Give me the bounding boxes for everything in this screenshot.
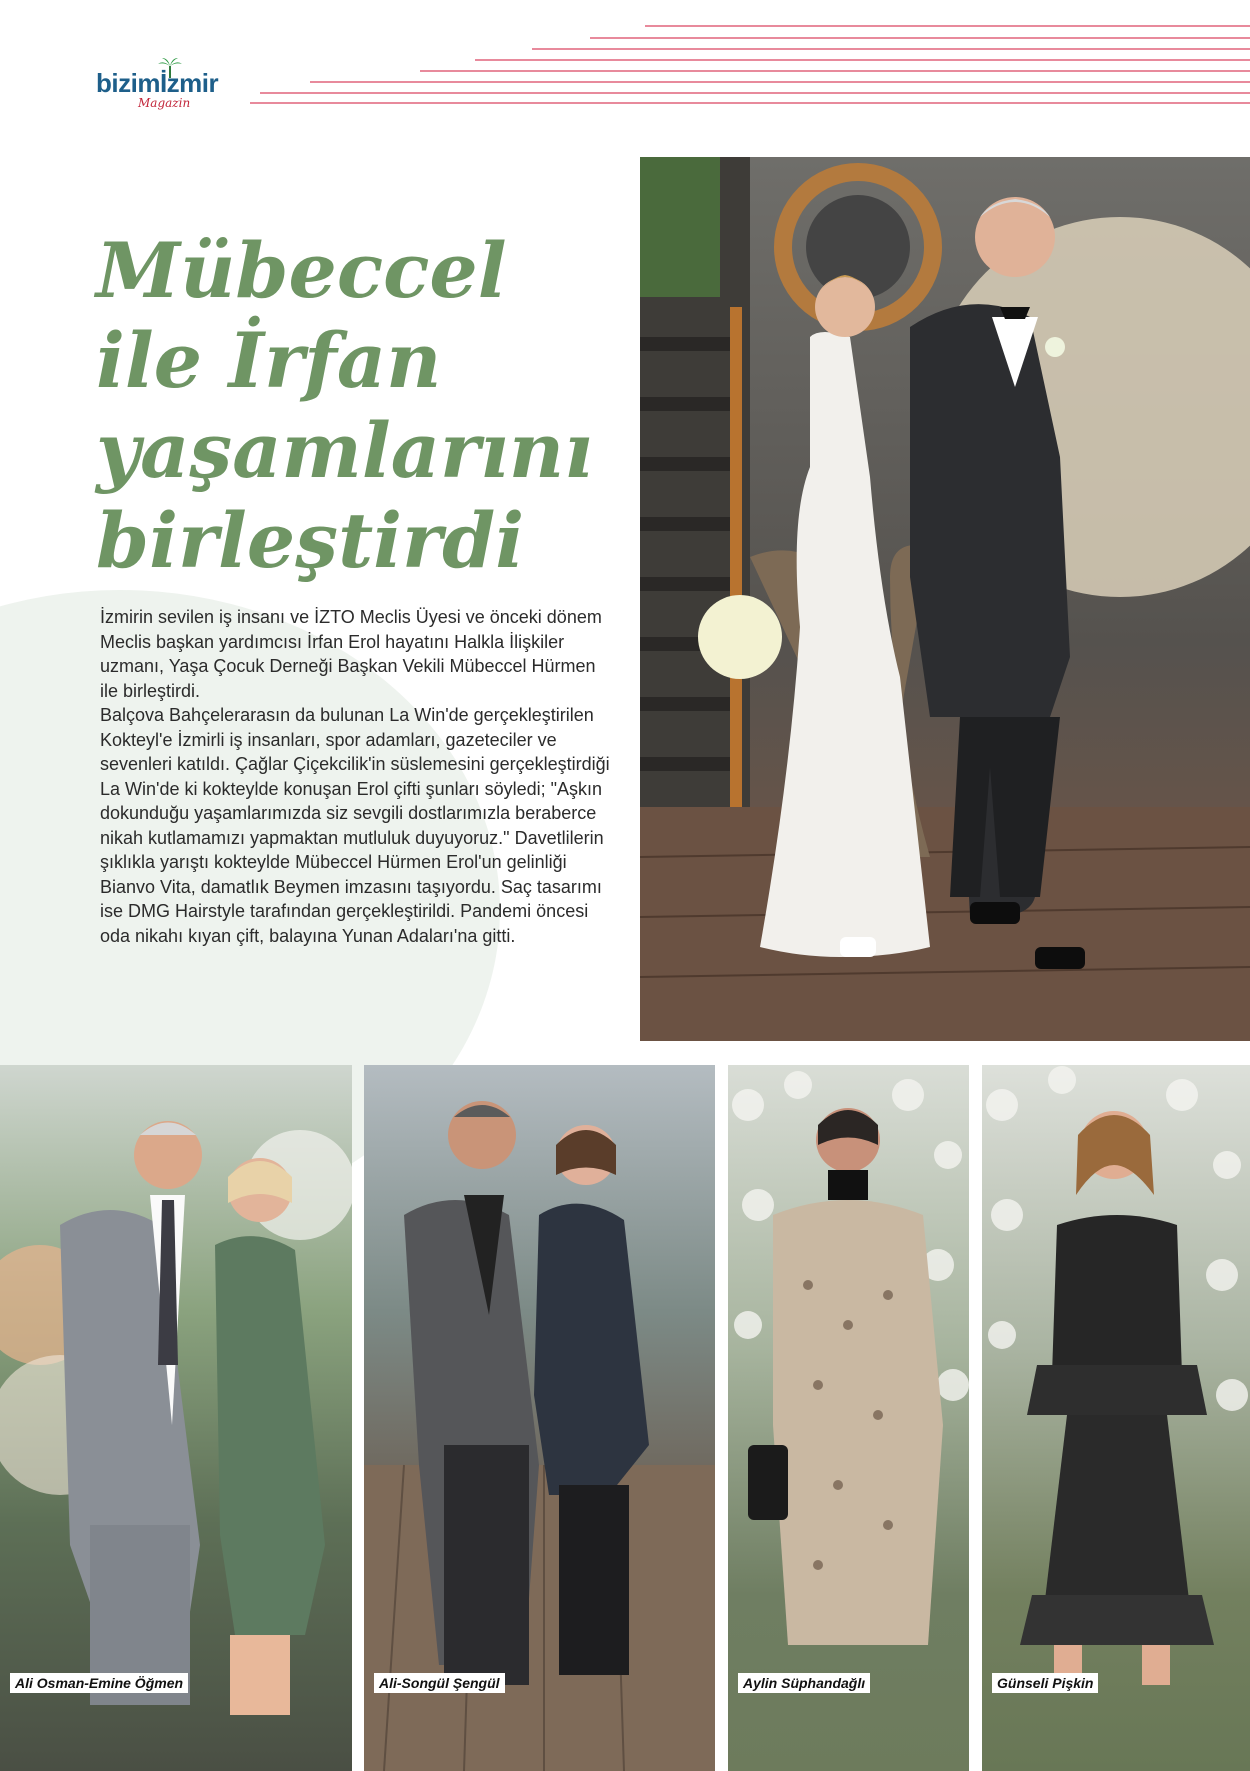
guest-photo xyxy=(982,1065,1250,1771)
headline-line: ile İrfan xyxy=(96,316,442,405)
article-body xyxy=(100,605,610,948)
article-paragraph: İzmirin sevilen iş insanı ve İZTO Meclis Üyesi ve önceki dönem Meclis başkan yardımcısı İrfan Erol hayatını Halkla İlişkiler uzmanı, Yaşa Çocuk Derneği Başkan Vekili Mübeccel Hürmen ile birleştirdi. xyxy=(100,607,602,701)
brand-name: bizimİzmir xyxy=(96,68,219,98)
article-paragraph: Balçova Bahçelerarasın da bulunan La Win'de gerçekleştirilen Kokteyl'e İzmirli iş insanları, spor adamları, gazeteciler ve sevenleri katıldı. Çağlar Çiçekcilik'in süslemesini gerçekleştirdiği La Win'de ki kokteylde konuşan Erol çifti şunları söyledi; "Aşkın dokunduğu yaşamlarımızda siz sevgili dostlarımızla beraberce nikah kutlamamızı yapmaktan mutluluk duyuyoruz." Davetlilerin şıklıkla yarıştı kokteylde Mübeccel Hürmen Erol'un gelinliği Bianvo Vita, damatlık Beymen imzasını taşıyordu. Saç tasarımı ise DMG Hairstyle tarafından gerçekleştirildi. Pandemi öncesi oda nikahı kıyan çift, balayına Yunan Adaları'na gitti. xyxy=(100,705,610,946)
headline-line: Mübeccel xyxy=(96,226,507,315)
photo-caption: Ali-Songül Şengül xyxy=(374,1673,505,1693)
headline-line: yaşamlarını xyxy=(96,406,594,495)
photo-caption: Ali Osman-Emine Öğmen xyxy=(10,1673,188,1693)
brand-logo xyxy=(96,64,246,114)
article-headline xyxy=(96,226,594,586)
guest-photo xyxy=(0,1065,352,1771)
photo-caption: Aylin Süphandağlı xyxy=(738,1673,870,1693)
guest-photo xyxy=(728,1065,969,1771)
photo-caption: Günseli Pişkin xyxy=(992,1673,1098,1693)
couple-photo xyxy=(640,157,1250,1041)
headline-line: birleştirdi xyxy=(96,496,525,585)
brand-section: Magazin xyxy=(138,96,191,110)
guest-photo xyxy=(364,1065,715,1771)
